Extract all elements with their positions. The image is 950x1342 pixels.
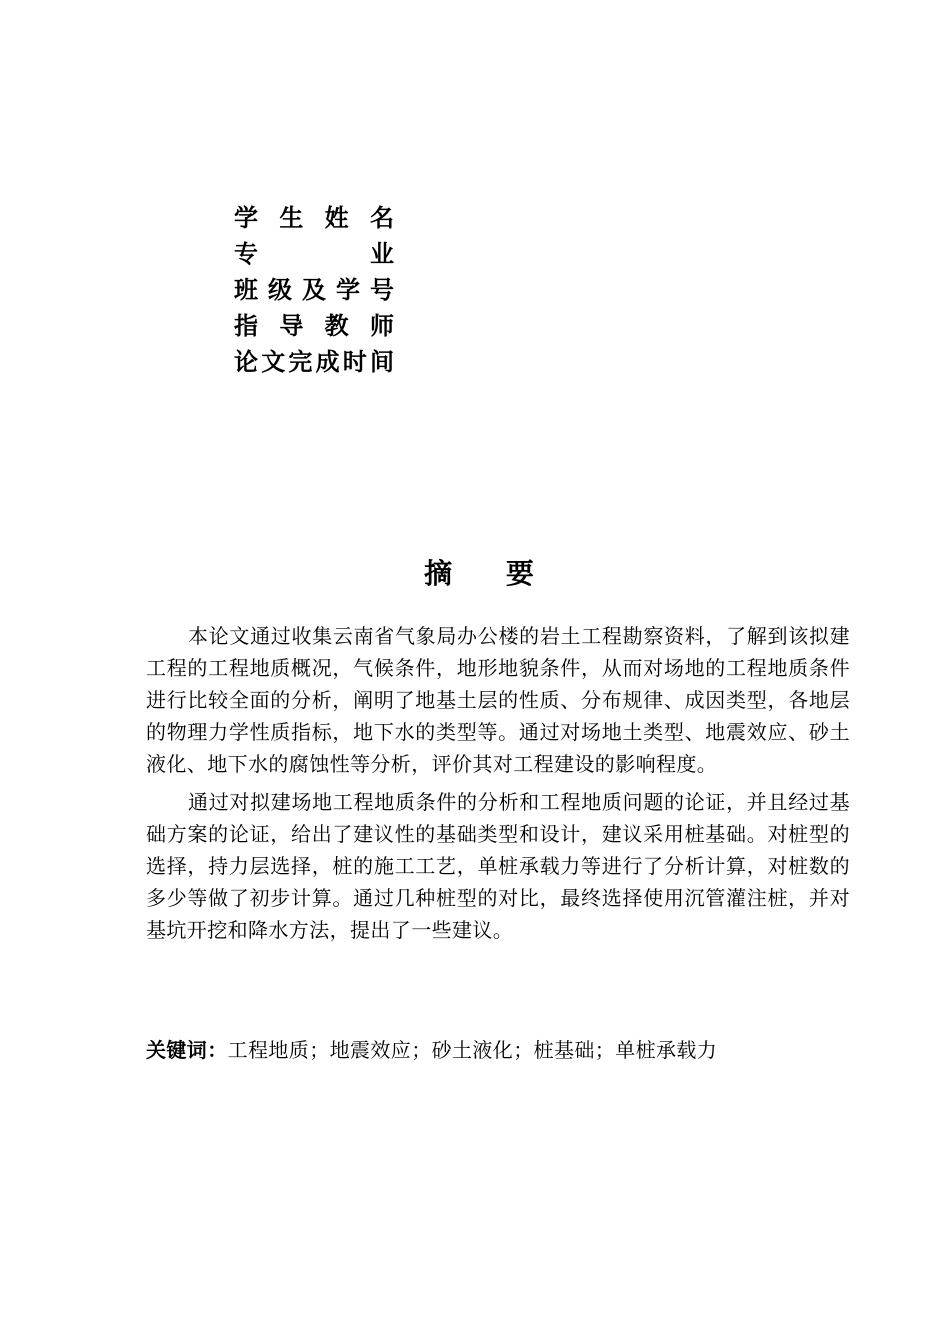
class-id-label: 班级及学号 [234, 276, 394, 304]
major-label: 专 业 [234, 240, 394, 268]
abstract-title: 摘 要 [424, 557, 556, 590]
advisor-label: 指 导 教 师 [234, 312, 394, 340]
abstract-paragraph-1: 本论文通过收集云南省气象局办公楼的岩土工程勘察资料，了解到该拟建工程的工程地质概况，气候条件，地形地貌条件，从而对场地的工程地质条件进行比较全面的分析，阐明了地基土层的性质、分布规律、成因类型，各地层的物理力学性质指标，地下水的类型等。通过对场地土类型、地震效应、砂土液化、地下水的腐蚀性等分析，评价其对工程建设的影响程度。 [146, 624, 850, 776]
completion-time-label: 论文完成时间 [234, 348, 394, 376]
cover-info-block [234, 200, 394, 380]
keywords-label: 关键词： [146, 1038, 228, 1062]
abstract-paragraph-2: 通过对拟建场地工程地质条件的分析和工程地质问题的论证，并且经过基础方案的论证，给出了建议性的基础类型和设计，建议采用桩基础。对桩型的选择，持力层选择，桩的施工工艺，单桩承载力等进行了分析计算，对桩数的多少等做了初步计算。通过几种桩型的对比，最终选择使用沉管灌注桩，并对基坑开挖和降水方法，提出了一些建议。 [146, 790, 850, 942]
keywords-text: 工程地质；地震效应；砂土液化；桩基础；单桩承载力 [227, 1038, 718, 1062]
abstract-body [146, 620, 850, 946]
keywords-line [146, 1034, 850, 1066]
student-name-label: 学 生 姓 名 [234, 204, 394, 232]
